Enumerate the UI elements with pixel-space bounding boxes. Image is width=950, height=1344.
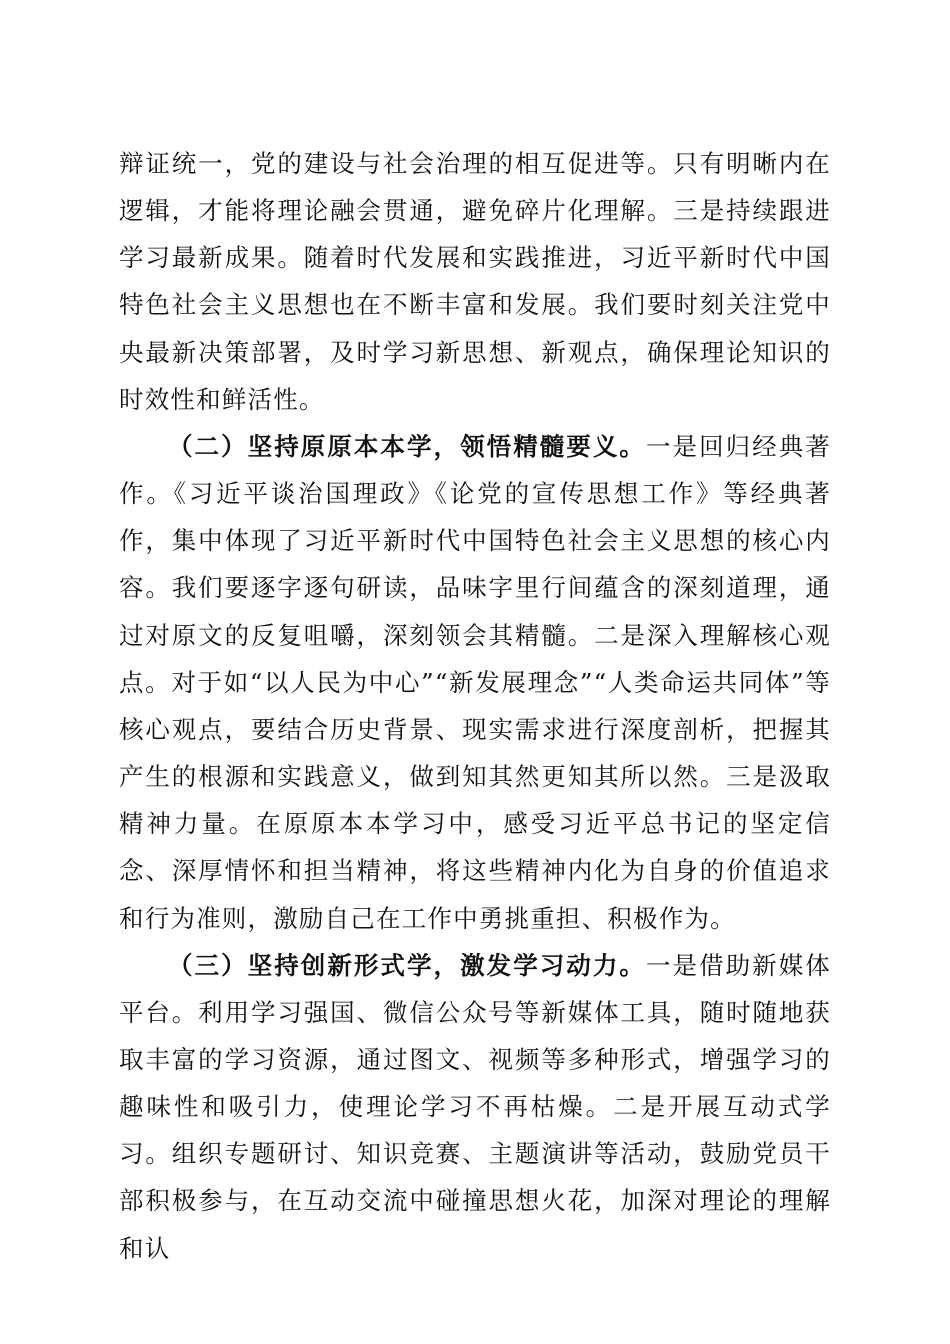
body-text (119, 140, 831, 1272)
paragraph-section-three (119, 942, 831, 1272)
paragraph-section-two (119, 423, 831, 942)
section-heading-three: （三）坚持创新形式学，激发学习动力。 (168, 950, 646, 980)
paragraph-text: 一是借助新媒体平台。利用学习强国、微信公众号等新媒体工具，随时随地获取丰富的学习资源，通过图文、视频等多种形式，增强学习的趣味性和吸引力，使理论学习不再枯燥。二是开展互动式学习。组织专题研讨、知识竞赛、主题演讲等活动，鼓励党员干部积极参与，在互动交流中碰撞思想火花，加深对理论的理解和认 (119, 950, 831, 1263)
section-heading-two: （二）坚持原原本本学，领悟精髓要义。 (168, 431, 646, 461)
paragraph-text: 一是回归经典著作。《习近平谈治国理政》《论党的宣传思想工作》等经典著作，集中体现了习近平新时代中国特色社会主义思想的核心内容。我们要逐字逐句研读，品味字里行间蕴含的深刻道理，通过对原文的反复咀嚼，深刻领会其精髓。二是深入理解核心观点。对于如“以人民为中心”“新发展理念”“人类命运共同体”等核心观点，要结合历史背景、现实需求进行深度剖析，把握其产生的根源和实践意义，做到知其然更知其所以然。三是汲取精神力量。在原原本本学习中，感受习近平总书记的坚定信念、深厚情怀和担当精神，将这些精神内化为自身的价值追求和行为准则，激励自己在工作中勇挑重担、积极作为。 (119, 431, 831, 933)
paragraph-text: 辩证统一，党的建设与社会治理的相互促进等。只有明晰内在逻辑，才能将理论融会贯通，避免碎片化理解。三是持续跟进学习最新成果。随着时代发展和实践推进，习近平新时代中国特色社会主义思想也在不断丰富和发展。我们要时刻关注党中央最新决策部署，及时学习新思想、新观点，确保理论知识的时效性和鲜活性。 (119, 149, 831, 414)
paragraph-continuation (119, 140, 831, 423)
